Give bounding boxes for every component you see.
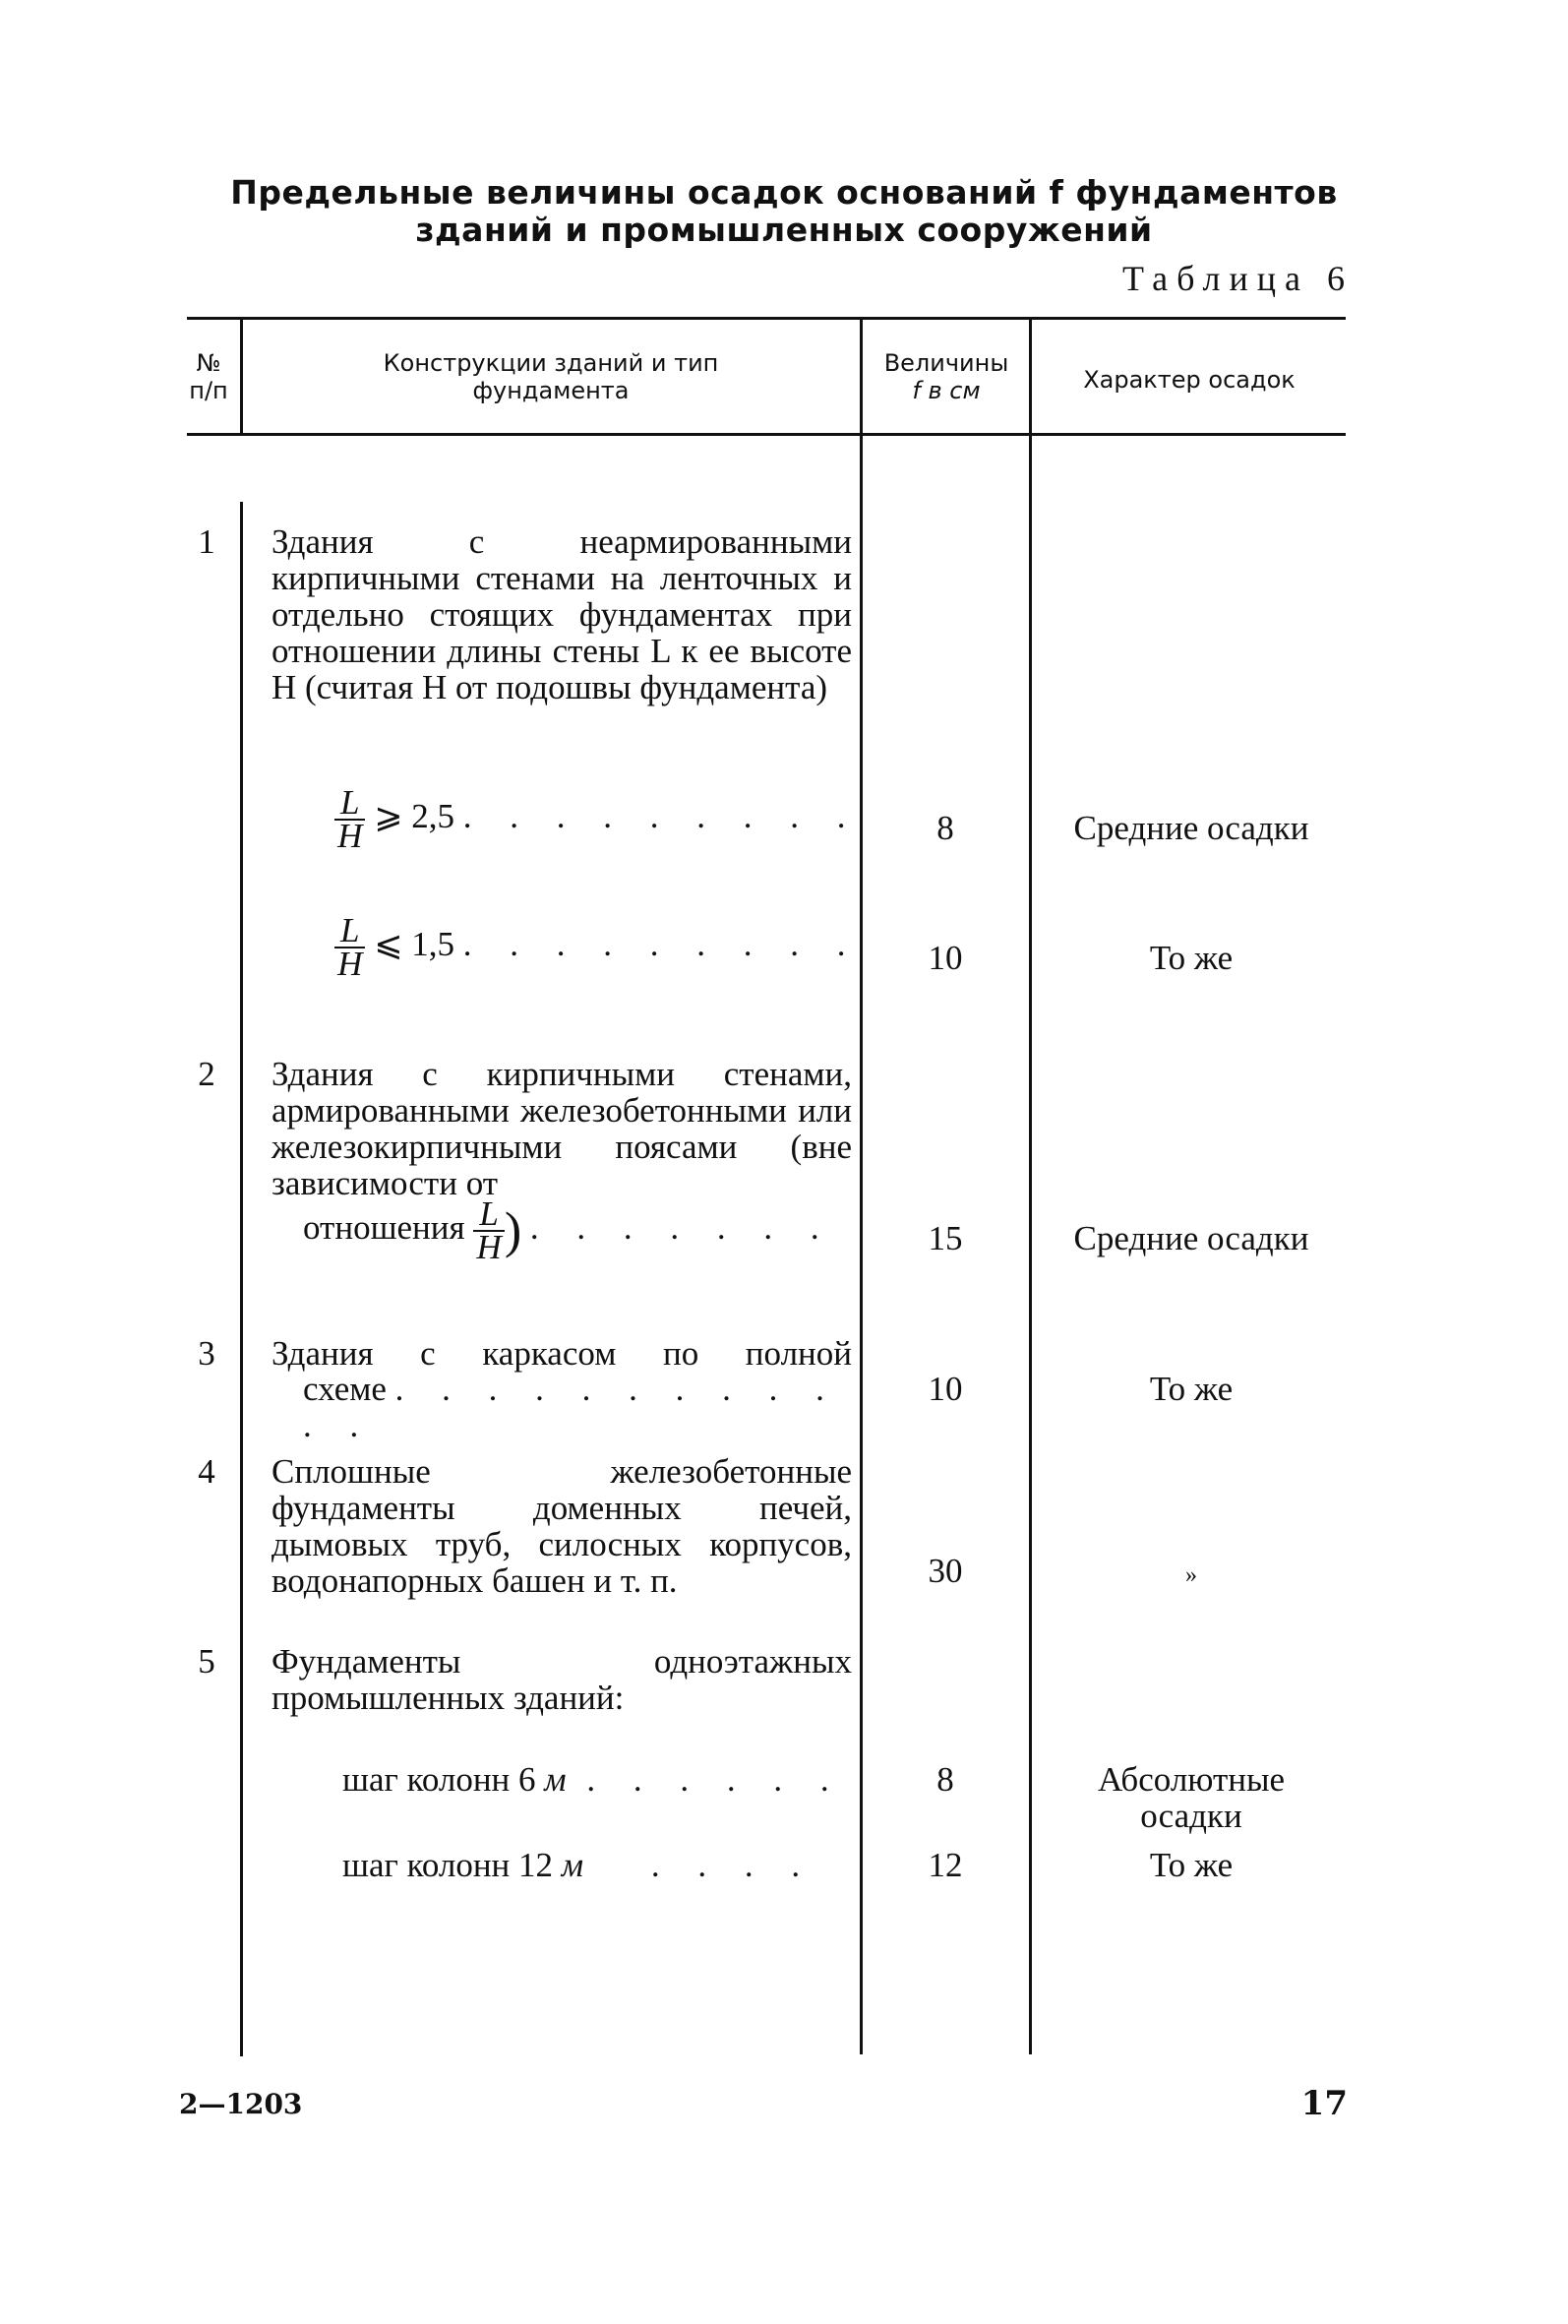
row-1-description: Здания с неармированными кирпичными стенами на ленточных и отдельно стоящих фундаментах при отношении длины стены L к ее высоте H (считая H от подошвы фундамента) — [271, 522, 852, 706]
row-1b-condition: $\frac{L}{H}$ ⩽ 1,5 . . . . . . . . . — [334, 915, 866, 980]
table-number-label: Таблица 6 — [1122, 259, 1354, 298]
table-top-rule — [187, 317, 1346, 320]
row-4-number: 4 — [198, 1452, 215, 1491]
row-5a-value: 8 — [936, 1760, 954, 1799]
table-title-line-1: Предельные величины осадок оснований f фундаментов — [230, 173, 1338, 212]
row-2-character: Средние осадки — [1073, 1219, 1309, 1257]
column-divider-1-header — [240, 320, 243, 433]
row-5a-character: Абсолютные осадки — [1097, 1760, 1286, 1835]
header-values: Величины f в см — [883, 349, 1009, 404]
row-1a-character: Средние осадки — [1073, 809, 1309, 847]
row-1a-value: 8 — [936, 809, 954, 847]
row-3-value: 10 — [928, 1370, 963, 1408]
row-5b-character: То же — [1149, 1846, 1234, 1884]
page-number: 17 — [1300, 2084, 1348, 2123]
header-construction: Конструкции зданий и тип фундамента — [383, 349, 719, 404]
row-2-number: 2 — [198, 1055, 215, 1093]
row-1b-value: 10 — [928, 939, 963, 977]
row-1a-condition: $\frac{L}{H}$ ⩾ 2,5 . . . . . . . . . — [334, 787, 866, 852]
row-2-ratio: отношения $\frac{L}{H}$ ) . . . . . . . — [303, 1194, 834, 1266]
header-num: № п/п — [189, 349, 228, 404]
footer-print-code: 2—1203 — [179, 2088, 303, 2120]
row-4-value: 30 — [928, 1552, 963, 1590]
row-4-character-ditto: » — [1185, 1562, 1197, 1588]
row-5-description: Фундаменты одноэтажных промышленных зданий: — [271, 1642, 852, 1717]
row-5b-label: шаг колонн 12 м . . . . — [342, 1846, 815, 1884]
header-bottom-rule — [187, 433, 1346, 436]
column-divider-3-header — [1029, 320, 1032, 433]
row-3-description: Здания с каркасом по полной — [271, 1334, 852, 1373]
table-title-line-2: зданий и промышленных сооружений — [415, 211, 1153, 249]
row-2-value: 15 — [928, 1219, 963, 1257]
row-2-description: Здания с кирпичными стенами, армированными железобетонными или железокирпичными поясами (вне зависимости от — [271, 1055, 852, 1202]
column-divider-1 — [240, 502, 243, 2056]
column-divider-2-header — [860, 320, 863, 433]
row-5-number: 5 — [198, 1642, 215, 1681]
row-1-number: 1 — [198, 522, 215, 561]
row-3-character: То же — [1149, 1370, 1234, 1408]
row-5a-label: шаг колонн 6 м . . . . . . — [342, 1760, 844, 1799]
column-divider-3 — [1029, 436, 1032, 2054]
row-4-description: Сплошные железобетонные фундаменты доменных печей, дымовых труб, силосных корпусов, водонапорных башен и т. п. — [271, 1452, 852, 1600]
header-character: Характер осадок — [1083, 366, 1296, 394]
row-3-tail: схеме . . . . . . . . . . . . — [303, 1370, 839, 1444]
row-1b-character: То же — [1149, 939, 1234, 977]
row-3-number: 3 — [198, 1334, 215, 1373]
row-5b-value: 12 — [928, 1846, 963, 1884]
